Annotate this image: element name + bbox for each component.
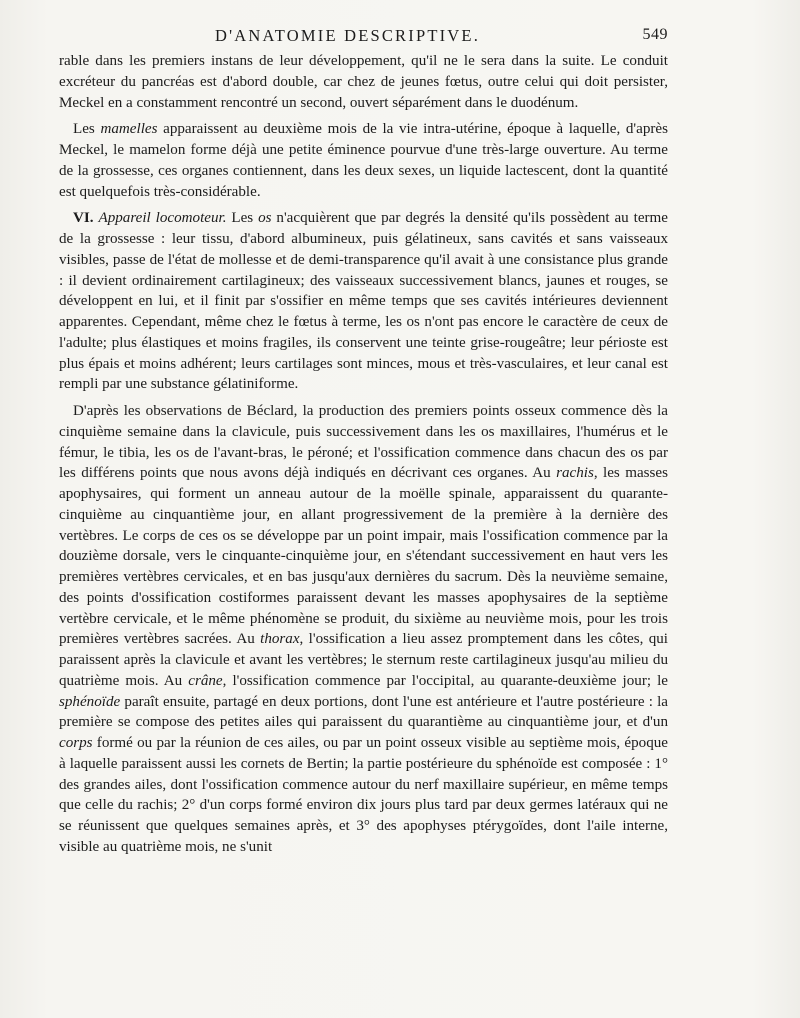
paragraph-beclard xyxy=(59,401,668,858)
paragraph-text: rable dans les premiers instans de leur développement, qu'il ne le sera dans la suite. Le conduit excréteur du pancréas est d'abord double, car chez de jeunes fœtus, outre celui qui doit persister, Meckel en a constamment rencontré un second, ouvert séparément dans le duodénum. xyxy=(59,53,668,111)
italic-term-rachis: rachis xyxy=(556,465,594,482)
paragraph-text: formé ou par la réunion de ces ailes, ou par un point osseux visible au septième mois, époque à laquelle paraissent aussi les cornets de Bertin; la partie postérieure du sphénoïde est composée : 1° des grandes ailes, dont l'ossification commence autour du nerf maxillaire supérieur, en même temps que celle du rachis; 2° d'un corps formé environ dix jours plus tard par deux germes latéraux qui ne se réunissent que quelques semaines après, et 3° des apophyses ptérygoïdes, dont l'aile interne, visible au quatrième mois, ne s'unit xyxy=(59,735,668,855)
paragraph-appareil-locomoteur xyxy=(59,208,668,395)
paragraph-text: , l'ossification commence par l'occipital, au quarante-deuxième jour; le xyxy=(222,672,668,689)
paragraph-text: , les masses apophysaires, qui forment un anneau autour de la moëlle spinale, apparaissent du quarante-cinquième au cinquantième jour, en allant progressivement de la première à la dernière des vertèbres. Le corps de ces os se développe par un point impair, mais l'ossification commence par la douzième dorsale, vers le cinquante-cinquième jour, en s'étendant successivement en haut vers les premières vertèbres cervicales, et en bas jusqu'aux dernières du sacrum. Dès la neuvième semaine, des points d'ossification costiformes paraissent devant les masses apophysaires de la septième vertèbre cervicale, et le même phénomène se produit, du sixième au neuvième mois, pour les trois premières vertèbres sacrées. Au xyxy=(59,465,668,648)
italic-term-sphenoide: sphénoïde xyxy=(59,693,121,710)
page-header xyxy=(60,26,668,48)
section-title: Appareil locomoteur. xyxy=(98,210,227,227)
paragraph-text: n'acquièrent que par degrés la densité qu'ils possèdent au terme de la grossesse : leur tissu, d'abord albumineux, puis gélatineux, sans cavités et sans vaisseaux visibles, passe de l'état de mollesse et de demi-transparence qu'il avait à une consistance plus grande : il devient ordinairement cartilagineux; des vaisseaux successivement blancs, jaunes et rouges, se développent en lui, et il finit par s'ossifier en même temps que ses cavités intérieures deviennent apparentes. Cependant, même chez le fœtus à terme, les os n'ont pas encore le caractère de ceux de l'adulte; plus élastiques et moins fragiles, ils conservent une teinte grise-rougeâtre; leur périoste est plus épais et moins adhérent; leurs cartilages sont minces, mous et très-vasculaires, et leur canal est rempli par une substance gélatiniforme. xyxy=(59,210,668,393)
paragraph-mamelles xyxy=(59,119,668,202)
paragraph-text: paraît ensuite, partagé en deux portions, dont l'une est antérieure et l'autre postérieure : la première se compose des petites ailes qui paraissent du quarantième au cinquantième jour, et d'un xyxy=(59,693,668,731)
paragraph-lead: Les xyxy=(73,121,101,138)
italic-term-crane: crâne xyxy=(188,672,223,689)
paragraph-pancreas xyxy=(59,51,668,113)
page-number: 549 xyxy=(642,26,668,43)
italic-term-thorax: thorax xyxy=(260,631,300,648)
italic-term-os: os xyxy=(258,210,272,227)
italic-term-corps: corps xyxy=(59,735,93,751)
section-number: VI. xyxy=(73,210,94,227)
paragraph-text: apparaissent au deuxième mois de la vie intra-utérine, époque à laquelle, d'après Meckel, le mamelon forme déjà une petite éminence pourvue d'une très-large ouverture. Au terme de la grossesse, ces organes contiennent, dans les deux sexes, un liquide lactescent, dont la quantité est quelquefois très-considérable. xyxy=(59,121,668,200)
italic-term-mamelles: mamelles xyxy=(100,121,158,138)
paragraph-lead: Les xyxy=(226,210,259,227)
paragraph-text: D'après les observations de Béclard, la production des premiers points osseux commence dès la cinquième semaine dans la clavicule, puis successivement dans les os maxillaires, l'humérus et le fémur, le tibia, les os de l'avant-bras, le péroné; et l'ossification commence dans chacun des os par les différens points que nous avons déjà indiqués en décrivant ces organes. Au xyxy=(59,403,668,482)
body-text xyxy=(59,51,668,858)
paragraph-text: , l'ossification a lieu assez promptement dans les côtes, qui paraissent après la clavicule et avant les vertèbres; le sternum reste cartilagineux jusqu'au milieu du quatrième mois. Au xyxy=(59,631,668,689)
running-head: D'ANATOMIE DESCRIPTIVE. xyxy=(215,26,481,45)
